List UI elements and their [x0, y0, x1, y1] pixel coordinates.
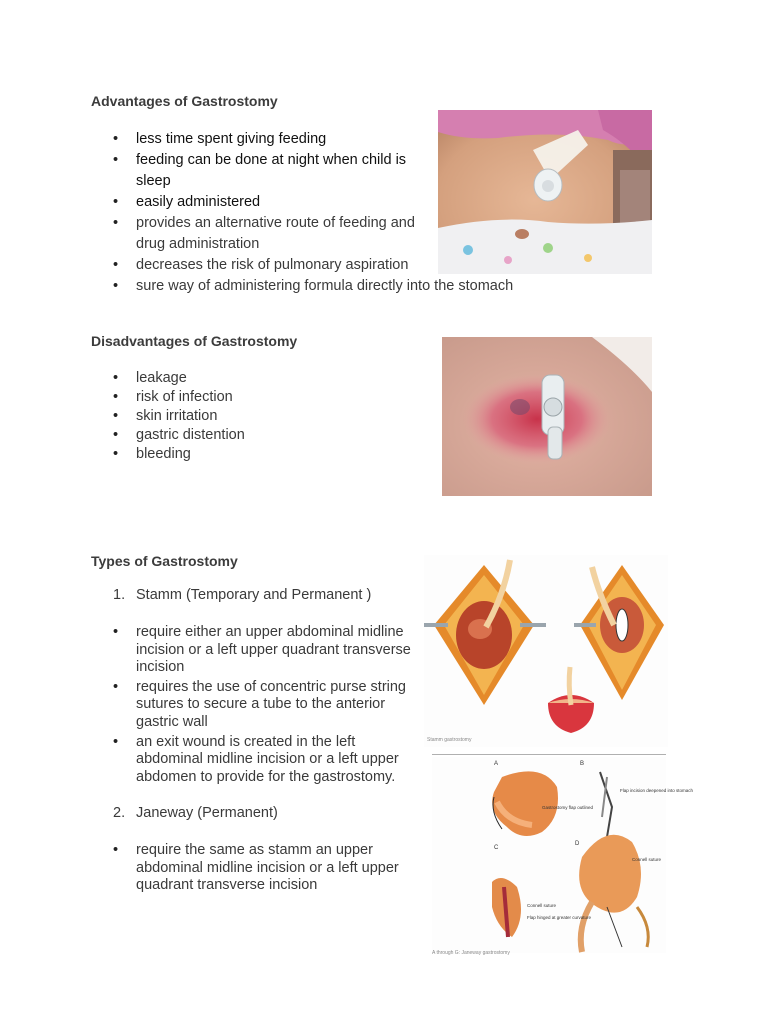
- panel-label-b: B: [580, 761, 585, 767]
- list-item: • bleeding: [91, 445, 421, 464]
- list-item: • easily administered: [91, 192, 436, 213]
- annotation: Gastrostomy flap outlined: [542, 805, 594, 810]
- janeway-caption: A through G: Janeway gastrostomy: [432, 950, 510, 956]
- panel-label-a: A: [494, 761, 499, 767]
- type-1-label: Stamm (Temporary and Permanent ): [136, 587, 372, 603]
- types-heading: Types of Gastrostomy: [91, 553, 238, 569]
- list-item: • provides an alternative route of feeding and drug administration: [91, 213, 436, 255]
- disadvantages-heading: Disadvantages of Gastrostomy: [91, 333, 298, 349]
- annotation: Connell suture: [632, 857, 662, 862]
- type-1-list: [91, 624, 421, 786]
- panel-label-c: C: [494, 845, 499, 851]
- list-item: • leakage: [91, 369, 421, 388]
- type-1-number: 1.: [113, 587, 126, 603]
- list-item: • feeding can be done at night when child is sleep: [91, 150, 436, 192]
- stoma-irritation-photo: [442, 337, 652, 496]
- type-2-number: 2.: [113, 805, 126, 821]
- list-item: • gastric distention: [91, 426, 421, 445]
- list-item: • skin irritation: [91, 407, 421, 426]
- gastrostomy-child-photo: [438, 110, 652, 274]
- list-item: • sure way of administering formula directly into the stomach: [91, 276, 596, 297]
- list-item: • decreases the risk of pulmonary aspiration: [91, 255, 436, 276]
- figure-divider: [432, 754, 666, 755]
- list-item: • requires the use of concentric purse string sutures to secure a tube to the anterior gastric wall: [91, 679, 421, 732]
- list-item: • less time spent giving feeding: [91, 129, 436, 150]
- annotation: Flap incision deepened into stomach: [620, 788, 694, 793]
- annotation: Flap hinged at greater curvature: [527, 915, 592, 920]
- disadvantages-list: [91, 369, 421, 464]
- janeway-gastrostomy-illustration: [432, 757, 694, 953]
- type-2-list: [91, 842, 421, 895]
- type-2-label: Janeway (Permanent): [136, 805, 278, 821]
- type-1-title: [91, 587, 371, 603]
- list-item: • require either an upper abdominal midline incision or a left upper quadrant transverse incision: [91, 624, 421, 677]
- advantages-heading: Advantages of Gastrostomy: [91, 93, 278, 109]
- list-item: • an exit wound is created in the left abdominal midline incision or a left upper abdomen to provide for the gastrostomy.: [91, 734, 421, 787]
- panel-label-d: D: [575, 841, 580, 847]
- annotation: Connell suture: [527, 903, 557, 908]
- list-item: • require the same as stamm an upper abdominal midline incision or a left upper quadrant transverse incision: [91, 842, 421, 895]
- stamm-gastrostomy-illustration: [424, 555, 668, 747]
- stamm-caption: Stamm gastrostomy: [427, 737, 472, 743]
- list-item: • risk of infection: [91, 388, 421, 407]
- type-2-title: [91, 805, 278, 821]
- advantages-list: [91, 129, 514, 297]
